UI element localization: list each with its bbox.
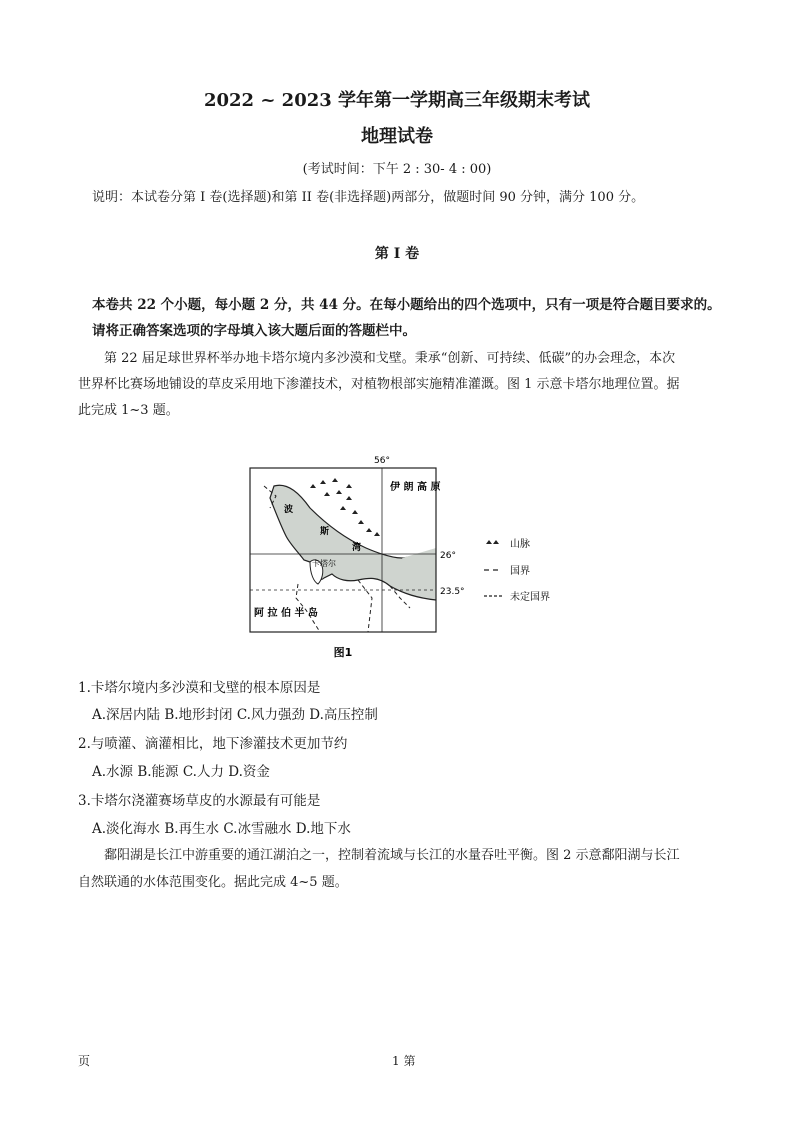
- passage1-line1: 第 22 届足球世界杯举办地卡塔尔境内多沙漠和戈壁。秉承“创新、可持续、低碳”的办会理念，本次: [104, 351, 676, 366]
- figure1-map: [240, 448, 600, 668]
- passage1-line3: 此完成 1~3 题。: [78, 403, 179, 418]
- question-1-stem: 1.卡塔尔境内多沙漠和戈壁的根本原因是: [78, 680, 321, 696]
- section-instruction-2: 请将正确答案选项的字母填入该大题后面的答题栏中。: [92, 323, 416, 339]
- passage1-line2: 世界杯比赛场地铺设的草皮采用地下渗灌技术，对植物根部实施精准灌溉。图 1 示意卡塔尔地理位置。据: [78, 377, 680, 392]
- question-2-options: A.水源 B.能源 C.人力 D.资金: [92, 764, 270, 780]
- latitude-23-label: 23.5°: [440, 587, 465, 597]
- legend-mountain-label: 山脉: [510, 539, 530, 550]
- question-3-options: A.淡化海水 B.再生水 C.冰雪融水 D.地下水: [92, 821, 351, 837]
- footer-left: 页: [78, 1054, 91, 1068]
- gulf-label-3: 湾: [352, 543, 362, 553]
- legend-undefined-border-label: 未定国界: [510, 592, 550, 603]
- exam-title: 2022 ~ 2023 学年第一学期高三年级期末考试: [203, 90, 591, 111]
- section-heading: 第 I 卷: [374, 246, 420, 262]
- question-2-stem: 2.与喷灌、滴灌相比，地下渗灌技术更加节约: [78, 736, 348, 752]
- qatar-label: 卡塔尔: [312, 559, 336, 568]
- figure1-caption: 图1: [333, 646, 353, 659]
- section-instruction-1: 本卷共 22 个小题，每小题 2 分，共 44 分。在每小题给出的四个选项中，只有一项是符合题目要求的。: [92, 297, 721, 313]
- arabian-peninsula-label: 阿 拉 伯 半 岛: [254, 608, 318, 619]
- subject-title: 地理试卷: [361, 126, 433, 147]
- longitude-label: 56°: [374, 456, 390, 466]
- passage2-line2: 自然联通的水体范围变化。据此完成 4~5 题。: [78, 875, 348, 890]
- passage2-line1: 鄱阳湖是长江中游重要的通江湖泊之一，控制着流域与长江的水量吞吐平衡。图 2 示意鄱阳湖与长江: [104, 848, 680, 863]
- iran-plateau-label: 伊 朗 高 原: [390, 482, 441, 493]
- latitude-26-label: 26°: [440, 551, 456, 561]
- exam-time: (考试时间：下午 2 : 30- 4 : 00): [302, 162, 492, 177]
- national-border: [358, 580, 372, 632]
- legend-border-label: 国界: [510, 566, 530, 577]
- exam-instructions: 说明：本试卷分第 I 卷(选择题)和第 II 卷(非选择题)两部分，做题时间 90 分钟，满分 100 分。: [92, 190, 645, 205]
- legend-mountain-symbol: [486, 540, 499, 544]
- footer-page-number: 1 第: [392, 1054, 416, 1068]
- question-1-options: A.深居内陆 B.地形封闭 C.风力强劲 D.高压控制: [92, 707, 378, 723]
- gulf-label-1: 波: [284, 505, 294, 515]
- gulf-label-2: 斯: [320, 527, 330, 537]
- question-3-stem: 3.卡塔尔浇灌赛场草皮的水源最有可能是: [78, 793, 321, 809]
- map-legend: [484, 537, 550, 603]
